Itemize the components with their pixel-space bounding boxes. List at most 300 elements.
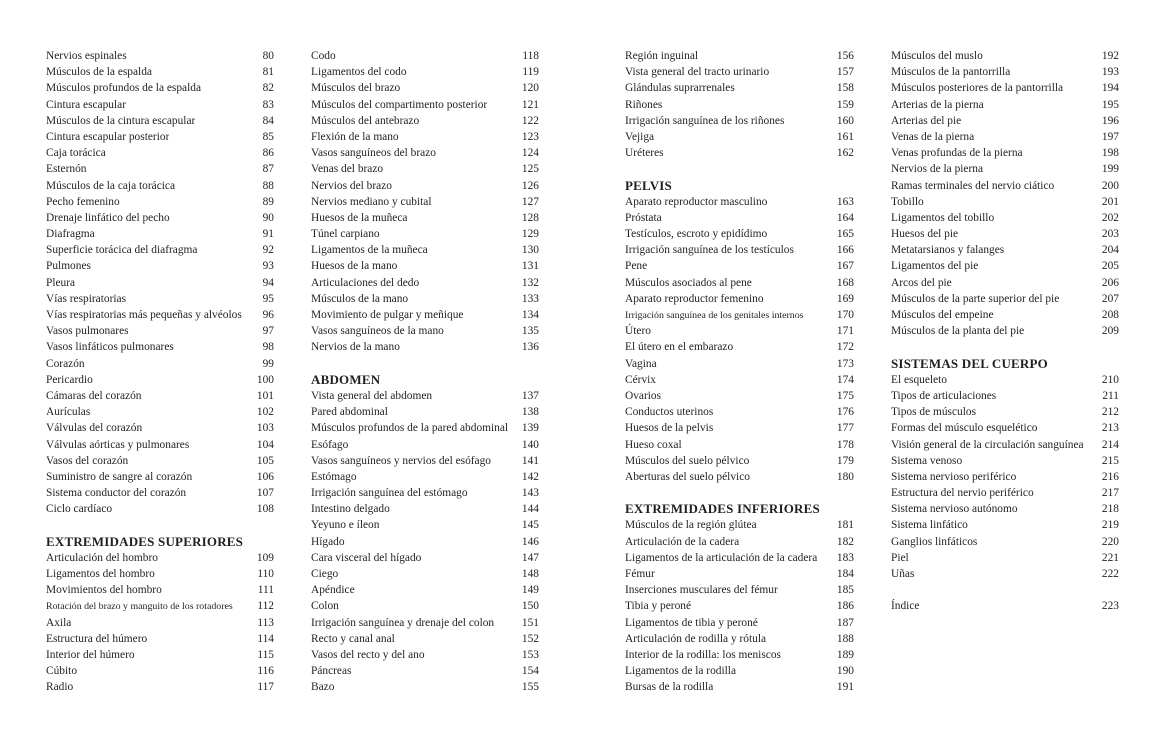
toc-entry-title: Índice [891,600,920,613]
toc-entry-title: Músculos profundos de la espalda [46,82,202,95]
toc-entry-title: Radio [46,681,74,694]
toc-entry-page: 140 [521,438,539,451]
toc-entry-title: Huesos de la mano [311,260,398,273]
toc-entry-title: Próstata [625,211,662,224]
toc-entry [625,453,854,469]
toc-entry-page: 220 [1101,535,1119,548]
toc-entry-page: 193 [1101,66,1119,79]
toc-entry [46,48,274,64]
toc-entry-title: Vasos sanguíneos y nervios del esófago [311,454,492,467]
toc-entry-page: 141 [521,454,539,467]
toc-entry [46,258,274,274]
toc-entry-title: Drenaje linfático del pecho [46,211,170,224]
toc-entry-page: 157 [836,66,854,79]
toc-entry [625,64,854,80]
toc-entry-page: 198 [1101,147,1119,160]
toc-entry-title: Nervios de la mano [311,341,400,354]
toc-entry [311,307,539,323]
toc-entry-title: Músculos asociados al pene [625,276,752,289]
toc-entry-title: Irrigación sanguínea de los genitales internos [625,310,804,321]
toc-entry-page: 83 [262,98,274,111]
toc-entry-title: Válvulas del corazón [46,422,143,435]
toc-entry [311,210,539,226]
toc-entry-page: 182 [836,535,854,548]
toc-entry-page: 187 [836,616,854,629]
toc-entry [46,550,274,566]
toc-entry-page: 99 [262,357,274,370]
toc-entry [311,517,539,533]
toc-entry-title: Músculos posteriores de la pantorrilla [891,82,1064,95]
toc-entry-title: Interior del húmero [46,648,135,661]
toc-entry-page: 155 [521,681,539,694]
toc-entry-title: Músculos de la cintura escapular [46,114,196,127]
toc-entry-page: 82 [262,82,274,95]
toc-entry-title: Piel [891,551,909,564]
toc-entry-page: 112 [257,600,274,613]
toc-entry-page: 160 [836,114,854,127]
toc-entry-page: 85 [262,130,274,143]
toc-entry-title: Nervios de la pierna [891,163,984,176]
toc-entry [625,517,854,533]
section-heading: EXTREMIDADES SUPERIORES [46,533,244,549]
toc-column-4 [891,48,1119,615]
toc-entry-page: 167 [836,260,854,273]
toc-entry-title: Bazo [311,681,335,694]
toc-entry-title: Visión general de la circulación sanguínea [891,438,1084,451]
toc-entry-page: 102 [256,406,274,419]
toc-entry-title: Esófago [311,438,349,451]
toc-entry-title: Venas profundas de la pierna [891,147,1023,160]
toc-entry [311,598,539,614]
toc-entry [891,598,1119,614]
toc-entry-page: 156 [836,50,854,62]
toc-entry [311,129,539,145]
section-spacer [891,582,1119,598]
toc-entry [46,404,274,420]
toc-entry-title: Hueso coxal [625,438,682,451]
toc-entry-title: Cintura escapular posterior [46,130,170,143]
toc-entry [625,550,854,566]
toc-entry [46,129,274,145]
section-heading: SISTEMAS DEL CUERPO [891,355,1048,371]
toc-entry-page: 86 [262,147,274,160]
toc-entry [891,113,1119,129]
toc-entry-page: 214 [1101,438,1119,451]
toc-entry-page: 103 [256,422,274,435]
toc-entry-title: Intestino delgado [311,503,390,516]
toc-entry-page: 133 [521,292,539,305]
toc-entry-page: 100 [256,373,274,386]
toc-entry [625,469,854,485]
toc-entry-page: 171 [836,325,854,338]
toc-entry-page: 206 [1101,276,1119,289]
toc-entry-title: Vías respiratorias más pequeñas y alvéolos [46,309,242,321]
toc-entry-page: 196 [1101,114,1119,127]
toc-entry [625,404,854,420]
toc-entry-page: 170 [836,309,854,321]
toc-entry-title: Arterias del pie [891,114,962,127]
toc-entry-title: Músculos del brazo [311,82,401,95]
toc-entry-page: 150 [521,600,539,613]
toc-entry-title: Irrigación sanguínea de los riñones [625,114,785,127]
toc-entry [625,194,854,210]
toc-entry [46,113,274,129]
toc-entry [625,437,854,453]
toc-entry [311,291,539,307]
toc-column-3 [625,48,854,696]
toc-entry-page: 124 [521,147,539,160]
toc-entry [46,566,274,582]
toc-entry-title: Músculos del muslo [891,50,983,62]
toc-entry-page: 178 [836,438,854,451]
toc-entry-page: 144 [521,503,539,516]
toc-entry-title: Aparato reproductor masculino [625,195,768,208]
toc-entry [625,615,854,631]
toc-entry [625,258,854,274]
toc-entry [625,372,854,388]
toc-entry-page: 128 [521,211,539,224]
toc-entry [311,534,539,550]
toc-entry-title: Tobillo [891,195,924,208]
toc-entry-title: Aparato reproductor femenino [625,292,764,305]
toc-entry-title: Huesos de la muñeca [311,211,408,224]
toc-entry-title: Músculos de la mano [311,292,409,305]
toc-entry-title: Conductos uterinos [625,406,714,419]
toc-entry [891,517,1119,533]
toc-entry-page: 172 [836,341,854,354]
toc-entry [891,453,1119,469]
toc-entry [625,339,854,355]
toc-entry-title: Aberturas del suelo pélvico [625,470,750,483]
toc-entry-page: 93 [262,260,274,273]
toc-entry-page: 90 [262,211,274,224]
toc-entry-title: Ganglios linfáticos [891,535,978,548]
toc-entry [311,437,539,453]
section-heading: PELVIS [625,177,672,193]
toc-entry-page: 203 [1101,228,1119,241]
toc-entry [891,372,1119,388]
toc-entry [625,291,854,307]
toc-entry-title: Ramas terminales del nervio ciático [891,179,1055,192]
toc-entry [311,64,539,80]
toc-entry-title: Arterias de la pierna [891,98,984,111]
toc-entry-title: Ligamentos del hombro [46,568,155,580]
toc-entry-title: Estructura del húmero [46,632,148,645]
toc-entry-title: Vasos sanguíneos del brazo [311,147,436,160]
toc-entry-page: 131 [521,260,539,273]
toc-entry-title: Flexión de la mano [311,130,399,143]
toc-entry-page: 204 [1101,244,1119,257]
toc-entry-title: Irrigación sanguínea del estómago [311,487,468,500]
toc-entry-page: 201 [1101,195,1119,208]
toc-entry-title: Sistema nervioso periférico [891,470,1017,483]
toc-entry [891,48,1119,64]
toc-entry [311,566,539,582]
toc-entry [311,80,539,96]
toc-entry-page: 190 [836,665,854,678]
toc-entry-page: 169 [836,292,854,305]
toc-entry-title: Interior de la rodilla: los meniscos [625,648,781,661]
toc-entry [625,663,854,679]
toc-entry-title: Región inguinal [625,50,699,62]
toc-entry [46,598,274,614]
toc-entry-title: El esqueleto [891,373,947,386]
toc-entry [891,307,1119,323]
toc-entry [311,339,539,355]
toc-entry [46,647,274,663]
toc-entry-title: Vista general del tracto urinario [625,66,770,79]
toc-entry-page: 175 [836,389,854,402]
toc-entry [625,80,854,96]
toc-entry-title: Sistema linfático [891,519,968,532]
toc-entry-page: 168 [836,276,854,289]
toc-entry [46,501,274,517]
toc-entry [311,501,539,517]
toc-entry-title: Irrigación sanguínea y drenaje del colon [311,616,495,629]
toc-entry-title: Fémur [625,568,655,580]
toc-entry-page: 180 [836,470,854,483]
toc-entry-title: Articulación del hombro [46,551,158,564]
toc-entry-page: 186 [836,600,854,613]
toc-entry-page: 159 [836,98,854,111]
toc-entry-title: Vasos linfáticos pulmonares [46,341,174,354]
toc-entry [891,566,1119,582]
toc-entry [891,129,1119,145]
toc-entry [625,226,854,242]
toc-entry-title: Venas de la pierna [891,130,975,143]
toc-entry-title: Suministro de sangre al corazón [46,470,193,483]
toc-entry-page: 138 [521,406,539,419]
toc-entry [625,566,854,582]
toc-entry [311,582,539,598]
toc-entry-title: Válvulas aórticas y pulmonares [46,438,190,451]
toc-entry-page: 101 [256,389,274,402]
toc-entry-page: 189 [836,648,854,661]
toc-entry-page: 205 [1101,260,1119,273]
toc-entry [311,48,539,64]
toc-entry [46,663,274,679]
toc-entry [311,275,539,291]
toc-entry [625,129,854,145]
toc-entry [46,307,274,323]
toc-entry-page: 154 [521,665,539,678]
toc-entry-page: 222 [1101,568,1119,580]
toc-entry [311,226,539,242]
toc-entry-page: 174 [836,373,854,386]
toc-entry [311,631,539,647]
toc-entry-page: 89 [262,195,274,208]
toc-entry-title: Formas del músculo esquelético [891,422,1038,435]
toc-entry-title: Sistema nervioso autónomo [891,503,1018,516]
toc-entry [311,485,539,501]
toc-entry [311,258,539,274]
toc-entry-title: Rotación del brazo y manguito de los rotadores [46,601,233,613]
toc-entry [625,145,854,161]
toc-entry-page: 126 [521,179,539,192]
toc-entry [46,323,274,339]
toc-entry-page: 195 [1101,98,1119,111]
toc-entry-page: 111 [257,584,274,597]
toc-entry [625,631,854,647]
toc-entry-page: 106 [256,470,274,483]
toc-entry [46,388,274,404]
toc-entry-page: 181 [836,519,854,532]
toc-entry [625,356,854,372]
toc-entry [891,210,1119,226]
toc-entry-title: Articulación de rodilla y rótula [625,632,767,645]
toc-entry-title: Músculos de la espalda [46,66,152,79]
toc-entry-title: Pecho femenino [46,195,120,208]
toc-entry [625,210,854,226]
toc-entry [311,550,539,566]
section-spacer [891,339,1119,355]
toc-entry-page: 152 [521,632,539,645]
toc-entry [625,48,854,64]
toc-entry-page: 143 [521,487,539,500]
toc-entry [891,80,1119,96]
toc-entry [891,485,1119,501]
toc-entry-page: 183 [836,551,854,564]
toc-entry-title: Uñas [891,568,915,580]
section-spacer [625,485,854,501]
toc-entry [891,145,1119,161]
toc-entry-page: 115 [257,648,274,661]
toc-entry-page: 218 [1101,503,1119,516]
toc-entry-title: Estructura del nervio periférico [891,487,1034,500]
toc-entry-page: 207 [1101,292,1119,305]
toc-entry-title: Yeyuno e íleon [311,519,380,532]
toc-entry-page: 209 [1101,325,1119,338]
toc-entry-page: 213 [1101,422,1119,435]
toc-entry-title: Movimientos del hombro [46,584,162,597]
toc-entry-page: 92 [262,244,274,257]
toc-entry [46,356,274,372]
toc-entry-page: 199 [1101,163,1119,176]
toc-entry [625,275,854,291]
toc-entry-page: 146 [521,535,539,548]
toc-entry-page: 149 [521,584,539,597]
toc-entry [891,550,1119,566]
toc-entry-title: Músculos de la planta del pie [891,325,1025,338]
toc-entry [625,534,854,550]
toc-column-2 [311,48,539,696]
toc-entry-page: 122 [521,114,539,127]
toc-entry-title: Movimiento de pulgar y meñique [311,309,464,321]
toc-entry [625,420,854,436]
toc-entry-title: Ciclo cardíaco [46,503,113,516]
toc-entry [891,242,1119,258]
toc-entry [891,388,1119,404]
toc-entry [891,323,1119,339]
toc-entry-page: 166 [836,244,854,257]
toc-entry-page: 191 [836,681,854,694]
toc-entry [46,97,274,113]
toc-entry [46,485,274,501]
toc-entry-title: Cúbito [46,665,78,678]
toc-entry [625,307,854,323]
toc-entry-page: 219 [1101,519,1119,532]
toc-entry-page: 129 [521,228,539,241]
toc-entry [891,161,1119,177]
toc-entry [46,372,274,388]
toc-entry [46,631,274,647]
toc-entry-page: 110 [257,568,274,580]
toc-entry-title: Articulación de la cadera [625,535,740,548]
toc-entry [891,178,1119,194]
toc-entry-page: 147 [521,551,539,564]
toc-entry [46,582,274,598]
toc-entry-title: Páncreas [311,665,352,678]
toc-entry-title: Vasos sanguíneos de la mano [311,325,444,338]
toc-entry-page: 98 [262,341,274,354]
toc-entry-page: 184 [836,568,854,580]
toc-entry [46,679,274,695]
toc-entry-page: 153 [521,648,539,661]
toc-entry-title: Estómago [311,470,357,483]
toc-entry-page: 161 [836,130,854,143]
toc-entry [46,469,274,485]
toc-entry-page: 95 [262,292,274,305]
toc-entry [625,113,854,129]
toc-entry-title: Colon [311,600,339,613]
toc-entry-title: Vías respiratorias [46,292,127,305]
toc-entry-title: Inserciones musculares del fémur [625,584,778,597]
toc-entry-title: Recto y canal anal [311,632,395,645]
toc-entry-page: 114 [257,632,274,645]
toc-entry-title: Pericardio [46,373,93,386]
toc-entry-page: 117 [257,681,274,694]
toc-entry [891,469,1119,485]
toc-entry-page: 202 [1101,211,1119,224]
toc-entry-title: Músculos de la región glútea [625,519,757,532]
toc-entry [46,275,274,291]
toc-entry-title: Ovarios [625,389,662,402]
toc-entry [46,145,274,161]
toc-entry-title: Músculos del compartimento posterior [311,98,488,111]
toc-entry-page: 97 [262,325,274,338]
toc-entry-title: Superficie torácica del diafragma [46,244,198,257]
toc-entry [311,113,539,129]
toc-entry-page: 119 [522,66,539,79]
toc-entry-page: 120 [521,82,539,95]
toc-entry [46,242,274,258]
toc-entry-page: 221 [1101,551,1119,564]
toc-entry [891,194,1119,210]
toc-entry-title: Ligamentos de la rodilla [625,665,737,678]
toc-entry-page: 208 [1101,309,1119,321]
toc-entry-title: Músculos de la caja torácica [46,179,176,192]
toc-entry-title: Vasos del corazón [46,454,129,467]
toc-entry [311,404,539,420]
toc-entry-title: Ligamentos del pie [891,260,979,273]
toc-entry [311,323,539,339]
toc-entry-title: Riñones [625,98,663,111]
toc-entry-page: 223 [1101,600,1119,613]
toc-entry-title: Músculos de la parte superior del pie [891,292,1060,305]
toc-entry-title: Pulmones [46,260,91,273]
toc-entry [46,64,274,80]
toc-entry [625,242,854,258]
toc-entry-page: 217 [1101,487,1119,500]
toc-entry [311,679,539,695]
toc-entry [891,534,1119,550]
toc-entry-page: 88 [262,179,274,192]
toc-entry [891,275,1119,291]
toc-entry [625,97,854,113]
toc-entry-page: 188 [836,632,854,645]
toc-entry-page: 162 [836,147,854,160]
toc-entry [46,615,274,631]
